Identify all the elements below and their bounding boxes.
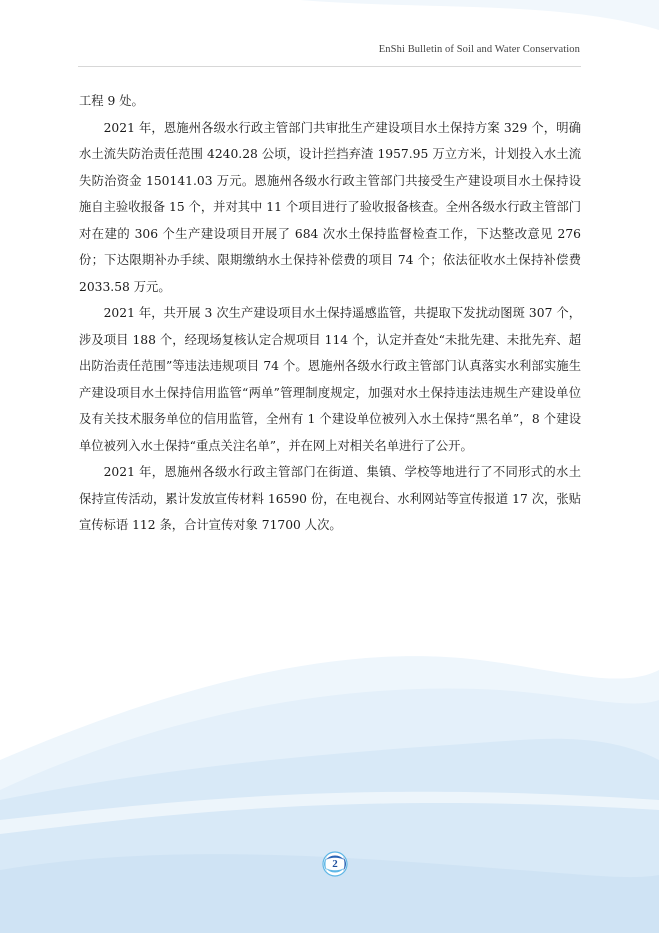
body-text: [79, 88, 581, 539]
paragraph-approvals: 2021 年，恩施州各级水行政主管部门共审批生产建设项目水土保持方案 329 个，明确水土流失防治责任范围 4240.28 公顷，设计拦挡弃渣 1957.95 万立方米，计划投入水土流失防治资金 150141.03 万元。恩施州各级水行政主管部门共接受生产建设项目水土保持设施自主验收报备 15 个，并对其中 11 个项目进行了验收报备核查。全州各级水行政主管部门对在建的 306 个生产建设项目开展了 684 次水土保持监督检查工作，下达整改意见 276 份；下达限期补办手续、限期缴纳水土保持补偿费的项目 74 个；依法征收水土保持补偿费 2033.58 万元。: [79, 120, 581, 294]
page-number: 2: [332, 858, 338, 870]
header-rule: [78, 66, 581, 67]
page-number-badge: [322, 851, 348, 877]
paragraph-remote-sensing: 2021 年，共开展 3 次生产建设项目水土保持遥感监管，共提取下发扰动图斑 307 个，涉及项目 188 个，经现场复核认定合规项目 114 个，认定并查处“未批先建、未批先弃、超出防治责任范围”等违法违规项目 74 个。恩施州各级水行政主管部门认真落实水利部实施生产建设项目水土保持信用监管“两单”管理制度规定，加强对水土保持违法违规生产建设单位及有关技术服务单位的信用监管，全州有 1 个建设单位被列入水土保持“黑名单”，8 个建设单位被列入水土保持“重点关注名单”，并在网上对相关名单进行了公开。: [79, 306, 581, 453]
running-header: EnShi Bulletin of Soil and Water Conservation: [378, 44, 580, 55]
paragraph-publicity: 2021 年，恩施州各级水行政主管部门在街道、集镇、学校等地进行了不同形式的水土保持宣传活动，累计发放宣传材料 16590 份，在电视台、水利网站等宣传报道 17 次，张贴宣传标语 112 条，合计宣传对象 71700 人次。: [79, 465, 581, 532]
paragraph-continuation: 工程 9 处。: [79, 94, 144, 108]
top-wave: [300, 0, 659, 30]
